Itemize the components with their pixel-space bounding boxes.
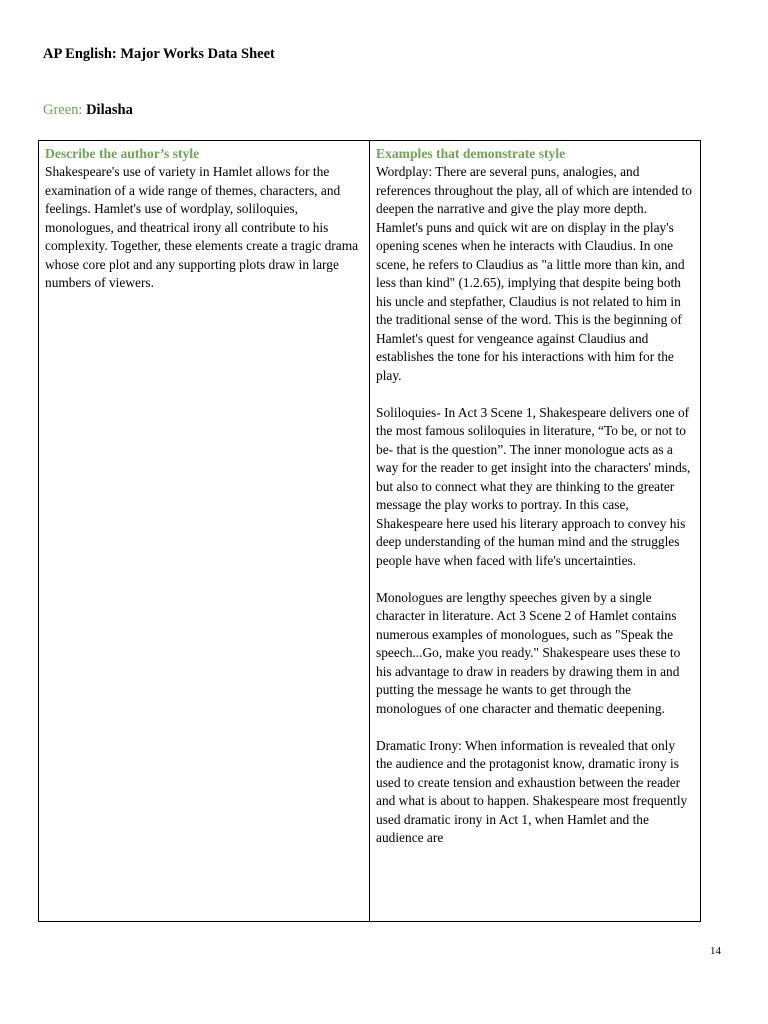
author-style-column — [39, 141, 370, 921]
example-dramatic-irony: Dramatic Irony: When information is revealed that only the audience and the protagonist know, dramatic irony is used to create tension and exhaustion between the reader and what is about to happen. Shakespeare most frequently used dramatic irony in Act 1, when Hamlet and the audience are — [376, 737, 688, 845]
author-style-text: Shakespeare's use of variety in Hamlet allows for the examination of a wide range of themes, characters, and feelings. Hamlet's use of wordplay, soliloquies, monologues, and theatrical irony all contribute to his complexity. Together, these elements create a tragic drama whose core plot and any supporting plots draw in large numbers of viewers. — [45, 164, 359, 290]
group-label: Green: — [43, 102, 83, 118]
author-style-heading: Describe the author’s style — [45, 146, 200, 161]
page-number: 14 — [710, 945, 721, 957]
group-line — [43, 101, 133, 120]
style-examples-heading: Examples that demonstrate style — [376, 146, 566, 161]
document-title: AP English: Major Works Data Sheet — [43, 46, 275, 62]
style-table — [38, 140, 701, 922]
group-name: Dilasha — [86, 102, 133, 118]
example-monologues: Monologues are lengthy speeches given by a single character in literature. Act 3 Scene 2 of Hamlet contains numerous examples of monologues, such as "Speak the speech...Go, make you ready." Shakespeare uses these to his advantage to draw in readers by drawing them in and putting the message he wants to get through the monologues of one character and thematic deepening. — [376, 589, 681, 716]
example-soliloquies: Soliloquies- In Act 3 Scene 1, Shakespeare delivers one of the most famous soliloquies in literature, “To be, or not to be- that is the question”. The inner monologue acts as a way for the reader to get insight into the characters' minds, but also to connect what they are thinking to the greater message the play works to portray. In this case, Shakespeare here used his literary approach to convey his deep understanding of the human mind and the struggles people have when faced with life's uncertainties. — [376, 404, 691, 568]
style-examples-column — [370, 141, 700, 921]
example-wordplay: Wordplay: There are several puns, analogies, and references throughout the play, all of which are intended to deepen the narrative and give the play more depth. Hamlet's puns and quick wit are on display in the play's opening scenes when he interacts with Claudius. In one scene, he refers to Claudius as "a little more than kin, and less than kind" (1.2.65), implying that despite being both his uncle and stepfather, Claudius is not related to him in the traditional sense of the word. This is the beginning of Hamlet's quest for vengeance against Claudius and establishes the tone for his interactions with him for the play. — [376, 164, 692, 383]
